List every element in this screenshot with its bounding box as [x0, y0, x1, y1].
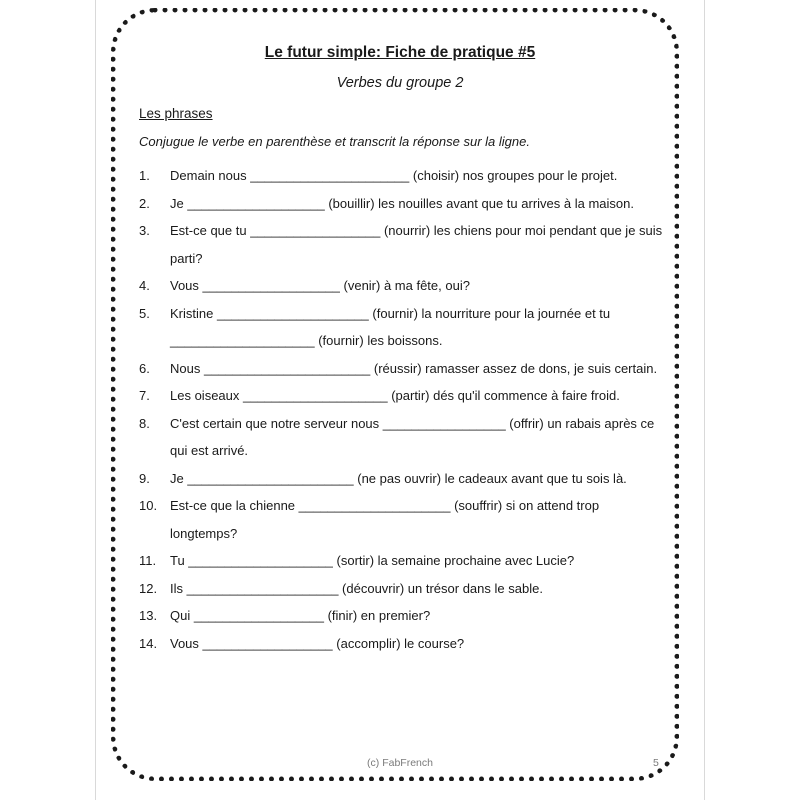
item-number: 13.	[139, 608, 158, 623]
copyright-footer: (c) FabFrench	[367, 757, 433, 769]
item-text: Est-ce que tu __________________ (nourrir) les chiens pour moi pendant que je suis parti?	[170, 223, 663, 266]
item-text: Qui __________________ (finir) en premier?	[170, 608, 431, 623]
item-number: 6.	[139, 360, 150, 376]
item-number: 10.	[139, 498, 158, 513]
exercise-item	[139, 217, 664, 272]
page-subtitle: Verbes du groupe 2	[336, 75, 464, 91]
item-number: 3.	[139, 223, 150, 238]
exercise-item	[139, 575, 664, 603]
item-text: Est-ce que la chienne _____________________ (souffrir) si on attend trop longtemps?	[170, 498, 600, 541]
exercise-item	[139, 492, 664, 547]
item-number: 12.	[139, 580, 158, 596]
exercise-item	[139, 272, 664, 300]
item-text: Les oiseaux ____________________ (partir) dés qu'il commence à faire froid.	[170, 388, 620, 403]
exercise-item	[139, 382, 664, 410]
item-text: Je _______________________ (ne pas ouvrir) le cadeaux avant que tu sois là.	[170, 470, 627, 486]
item-number: 9.	[139, 470, 150, 486]
exercise-item	[139, 630, 664, 658]
item-number: 11.	[139, 553, 157, 568]
item-text: Tu ____________________ (sortir) la semaine prochaine avec Lucie?	[170, 553, 575, 568]
item-text: Kristine _____________________ (fournir) la nourriture pour la journée et tu ____________________ (fournir) les boissons.	[170, 305, 611, 348]
item-text: C'est certain que notre serveur nous _________________ (offrir) un rabais après ce qui est arrivé.	[170, 415, 655, 458]
item-number: 14.	[139, 635, 158, 651]
exercise-item	[139, 602, 664, 630]
item-number: 1.	[139, 168, 150, 183]
exercise-item	[139, 410, 664, 465]
item-number: 5.	[139, 305, 150, 321]
item-number: 2.	[139, 195, 150, 211]
exercise-item	[139, 465, 664, 493]
item-text: Je ___________________ (bouillir) les nouilles avant que tu arrives à la maison.	[170, 195, 634, 211]
item-number: 8.	[139, 415, 150, 431]
item-number: 4.	[139, 278, 150, 293]
exercise-item	[139, 300, 664, 355]
exercise-item	[139, 355, 664, 383]
exercise-item	[139, 547, 664, 575]
exercise-item	[139, 162, 664, 190]
instructions-text: Conjugue le verbe en parenthèse et transcrit la réponse sur la ligne.	[139, 134, 530, 149]
item-text: Vous __________________ (accomplir) le course?	[170, 635, 465, 651]
item-text: Demain nous ______________________ (choisir) nos groupes pour le projet.	[170, 168, 618, 183]
item-text: Nous _______________________ (réussir) ramasser assez de dons, je suis certain.	[170, 360, 658, 376]
item-text: Vous ___________________ (venir) à ma fête, oui?	[170, 278, 470, 293]
item-text: Ils _____________________ (découvrir) un trésor dans le sable.	[170, 580, 543, 596]
section-heading: Les phrases	[139, 106, 213, 121]
page-number: 5	[653, 757, 659, 769]
exercise-item	[139, 190, 664, 218]
item-number: 7.	[139, 388, 150, 403]
page-title: Le futur simple: Fiche de pratique #5	[264, 44, 536, 61]
exercise-list	[139, 162, 664, 657]
